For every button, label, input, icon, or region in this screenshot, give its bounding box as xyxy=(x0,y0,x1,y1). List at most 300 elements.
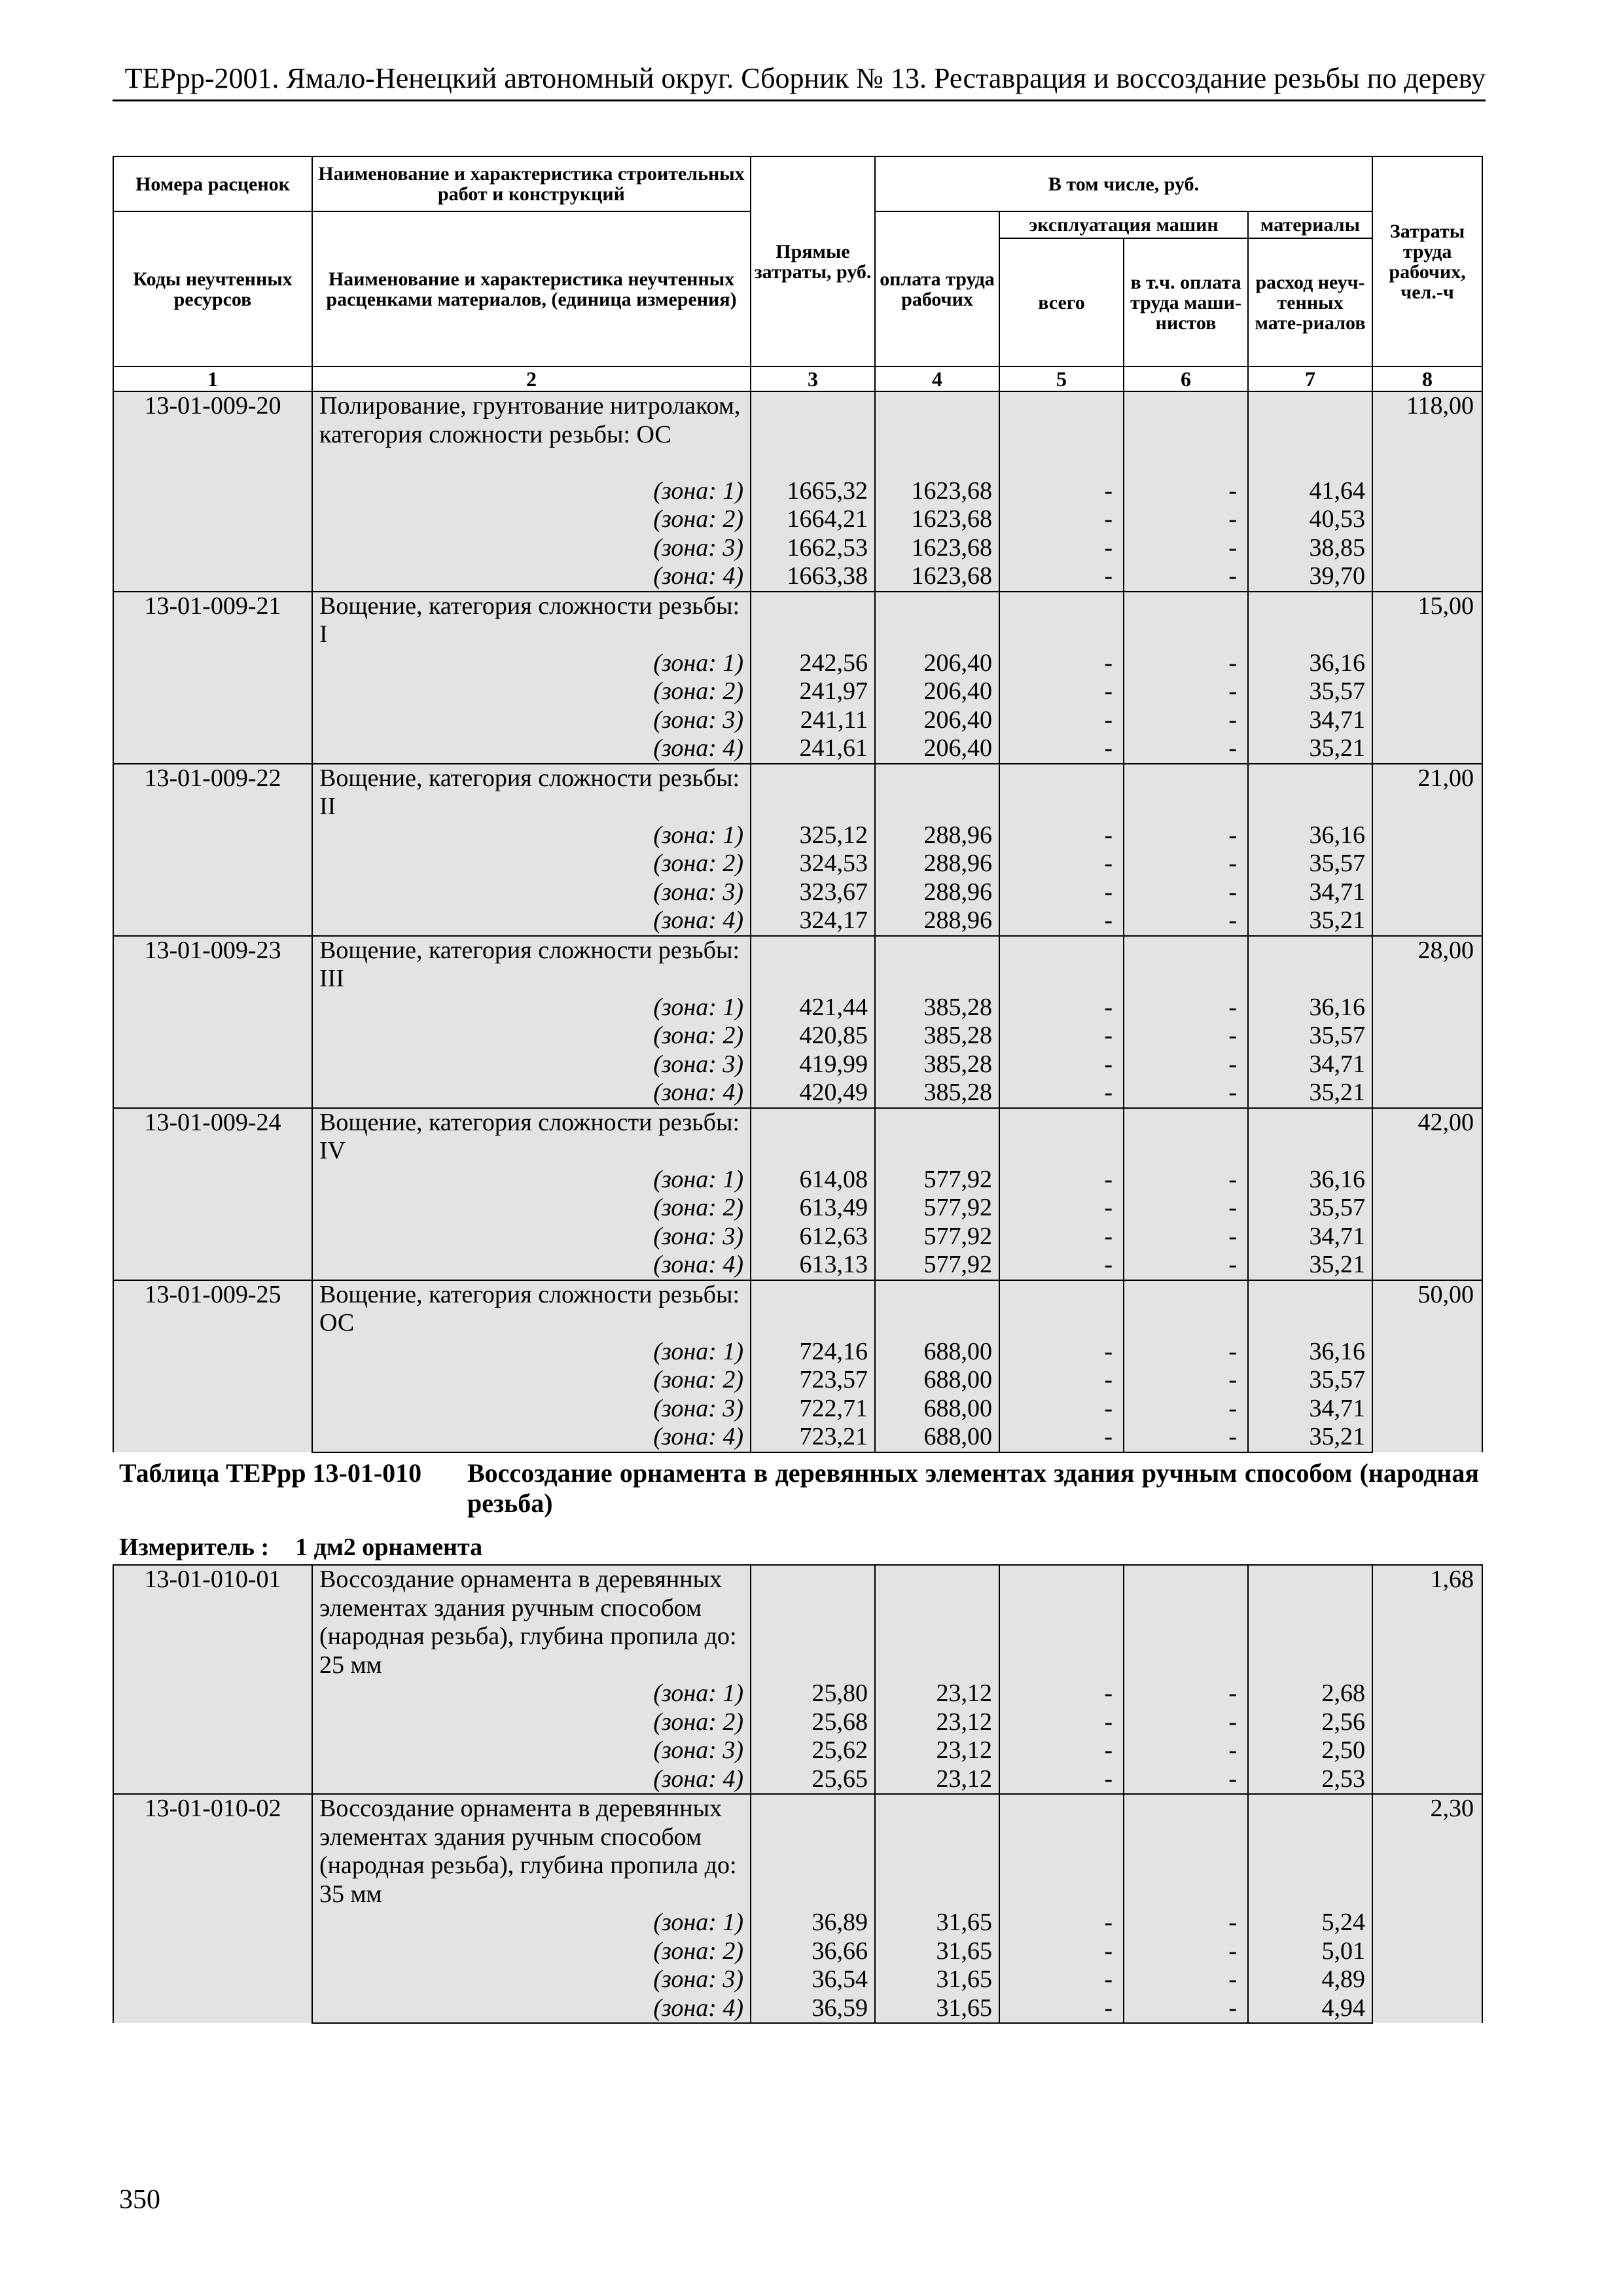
zone-label: (зона: 1) xyxy=(312,994,751,1022)
rate-header-row xyxy=(113,1565,1482,1679)
column-number: 7 xyxy=(1248,367,1372,391)
direct-costs: 1665,32 xyxy=(751,477,875,506)
empty-cell xyxy=(751,936,875,994)
zone-label: (зона: 3) xyxy=(312,1965,751,1994)
machinist-wages: - xyxy=(1124,1423,1248,1452)
labor-costs: 15,00 xyxy=(1372,592,1482,764)
measurement-unit xyxy=(119,1533,482,1562)
zone-row xyxy=(113,1079,1482,1108)
machinist-wages: - xyxy=(1124,505,1248,534)
materials-cost: 34,71 xyxy=(1248,1223,1372,1251)
rate-code: 13-01-009-20 xyxy=(113,391,312,592)
zone-row xyxy=(113,477,1482,506)
table-number: Таблица ТЕРрр 13-01-010 xyxy=(119,1458,422,1488)
worker-wages: 23,12 xyxy=(875,1708,999,1737)
machinist-wages: - xyxy=(1124,1965,1248,1994)
worker-wages: 688,00 xyxy=(875,1395,999,1424)
zone-label: (зона: 1) xyxy=(312,477,751,506)
direct-costs: 36,66 xyxy=(751,1937,875,1966)
meter-value: 1 дм2 орнамента xyxy=(295,1534,483,1561)
rate-group xyxy=(113,936,1482,1108)
header-including: В том числе, руб. xyxy=(875,156,1372,211)
worker-wages: 1623,68 xyxy=(875,505,999,534)
machinist-wages: - xyxy=(1124,1909,1248,1937)
machines-total: - xyxy=(999,1050,1124,1079)
empty-cell xyxy=(875,592,999,649)
meter-label: Измеритель : xyxy=(119,1534,270,1561)
materials-cost: 39,70 xyxy=(1248,562,1372,592)
materials-cost: 5,01 xyxy=(1248,1937,1372,1966)
rate-group xyxy=(113,1280,1482,1452)
materials-cost: 4,89 xyxy=(1248,1965,1372,1994)
machines-total: - xyxy=(999,649,1124,678)
zone-row xyxy=(113,1965,1482,1994)
direct-costs: 242,56 xyxy=(751,649,875,678)
machines-total: - xyxy=(999,1937,1124,1966)
worker-wages: 23,12 xyxy=(875,1736,999,1765)
rate-name: Вощение, категория сложности резьбы: IV xyxy=(312,1108,751,1166)
empty-cell xyxy=(875,1108,999,1166)
empty-cell xyxy=(1124,764,1248,821)
materials-cost: 35,57 xyxy=(1248,1366,1372,1395)
column-number: 6 xyxy=(1124,367,1248,391)
empty-cell xyxy=(999,1280,1124,1338)
zone-row xyxy=(113,1194,1482,1223)
zone-label: (зона: 2) xyxy=(312,505,751,534)
worker-wages: 31,65 xyxy=(875,1909,999,1937)
column-number: 1 xyxy=(113,367,312,391)
rate-header-row xyxy=(113,391,1482,477)
table-name: Воссоздание орнамента в деревянных элементах здания ручным способом (народная резьба) xyxy=(467,1458,1479,1518)
empty-cell xyxy=(1124,1108,1248,1166)
empty-cell xyxy=(999,391,1124,477)
labor-costs: 42,00 xyxy=(1372,1108,1482,1280)
zone-row xyxy=(113,1765,1482,1795)
materials-cost: 2,56 xyxy=(1248,1708,1372,1737)
direct-costs: 241,11 xyxy=(751,706,875,735)
table-header xyxy=(113,156,1482,391)
empty-cell xyxy=(1248,1280,1372,1338)
empty-cell xyxy=(999,1794,1124,1909)
materials-cost: 41,64 xyxy=(1248,477,1372,506)
materials-cost: 35,21 xyxy=(1248,906,1372,936)
machines-total: - xyxy=(999,1909,1124,1937)
direct-costs: 724,16 xyxy=(751,1338,875,1367)
empty-cell xyxy=(1248,936,1372,994)
machines-total: - xyxy=(999,994,1124,1022)
machines-total: - xyxy=(999,850,1124,878)
worker-wages: 23,12 xyxy=(875,1679,999,1708)
zone-label: (зона: 2) xyxy=(312,1022,751,1050)
machines-total: - xyxy=(999,1736,1124,1765)
materials-cost: 35,57 xyxy=(1248,850,1372,878)
machines-total: - xyxy=(999,1679,1124,1708)
header-worker-wages: оплата труда рабочих xyxy=(875,211,999,367)
empty-cell xyxy=(751,391,875,477)
machines-total: - xyxy=(999,878,1124,907)
machines-total: - xyxy=(999,1366,1124,1395)
column-number: 2 xyxy=(312,367,751,391)
machines-total: - xyxy=(999,1765,1124,1795)
rate-header-row xyxy=(113,1280,1482,1338)
empty-cell xyxy=(999,1108,1124,1166)
zone-row xyxy=(113,1708,1482,1737)
machinist-wages: - xyxy=(1124,821,1248,850)
worker-wages: 385,28 xyxy=(875,1050,999,1079)
worker-wages: 577,92 xyxy=(875,1194,999,1223)
direct-costs: 25,80 xyxy=(751,1679,875,1708)
worker-wages: 288,96 xyxy=(875,821,999,850)
rate-code: 13-01-009-22 xyxy=(113,764,312,936)
worker-wages: 288,96 xyxy=(875,906,999,936)
rate-name: Вощение, категория сложности резьбы: ОС xyxy=(312,1280,751,1338)
labor-costs: 50,00 xyxy=(1372,1280,1482,1452)
empty-cell xyxy=(875,1280,999,1338)
machinist-wages: - xyxy=(1124,734,1248,764)
worker-wages: 23,12 xyxy=(875,1765,999,1795)
zone-row xyxy=(113,1395,1482,1424)
zone-label: (зона: 4) xyxy=(312,734,751,764)
empty-cell xyxy=(875,764,999,821)
empty-cell xyxy=(751,592,875,649)
direct-costs: 613,13 xyxy=(751,1251,875,1280)
zone-row xyxy=(113,850,1482,878)
zone-row xyxy=(113,534,1482,563)
zone-label: (зона: 3) xyxy=(312,1223,751,1251)
machinist-wages: - xyxy=(1124,1708,1248,1737)
materials-cost: 36,16 xyxy=(1248,649,1372,678)
worker-wages: 385,28 xyxy=(875,994,999,1022)
zone-label: (зона: 2) xyxy=(312,1194,751,1223)
zone-row xyxy=(113,1251,1482,1280)
worker-wages: 688,00 xyxy=(875,1423,999,1452)
zone-label: (зона: 1) xyxy=(312,1338,751,1367)
rate-group xyxy=(113,592,1482,764)
materials-cost: 36,16 xyxy=(1248,821,1372,850)
rate-name: Вощение, категория сложности резьбы: III xyxy=(312,936,751,994)
materials-cost: 36,16 xyxy=(1248,1166,1372,1194)
rate-group xyxy=(113,391,1482,592)
empty-cell xyxy=(1248,1794,1372,1909)
labor-costs: 2,30 xyxy=(1372,1794,1482,2023)
empty-cell xyxy=(999,592,1124,649)
rates-table-010 xyxy=(113,1564,1483,2024)
empty-cell xyxy=(1248,391,1372,477)
machines-total: - xyxy=(999,821,1124,850)
header-rate-numbers: Номера расценок xyxy=(113,156,312,211)
worker-wages: 206,40 xyxy=(875,649,999,678)
zone-label: (зона: 2) xyxy=(312,677,751,706)
machines-total: - xyxy=(999,1166,1124,1194)
rate-group xyxy=(113,1108,1482,1280)
zone-label: (зона: 1) xyxy=(312,1166,751,1194)
rate-header-row xyxy=(113,936,1482,994)
empty-cell xyxy=(1124,1794,1248,1909)
machinist-wages: - xyxy=(1124,677,1248,706)
machinist-wages: - xyxy=(1124,706,1248,735)
header-unaccounted-materials: расход неуч-тенных мате-риалов xyxy=(1248,238,1372,367)
rate-name: Вощение, категория сложности резьбы: II xyxy=(312,764,751,821)
header-direct-costs: Прямые затраты, руб. xyxy=(751,156,875,367)
zone-label: (зона: 2) xyxy=(312,1937,751,1966)
direct-costs: 1664,21 xyxy=(751,505,875,534)
zone-row xyxy=(113,1366,1482,1395)
direct-costs: 1663,38 xyxy=(751,562,875,592)
zone-label: (зона: 2) xyxy=(312,850,751,878)
rate-code: 13-01-009-23 xyxy=(113,936,312,1108)
machines-total: - xyxy=(999,1395,1124,1424)
direct-costs: 25,62 xyxy=(751,1736,875,1765)
worker-wages: 385,28 xyxy=(875,1079,999,1108)
machines-total: - xyxy=(999,1223,1124,1251)
machinist-wages: - xyxy=(1124,1765,1248,1795)
zone-label: (зона: 3) xyxy=(312,534,751,563)
direct-costs: 1662,53 xyxy=(751,534,875,563)
materials-cost: 34,71 xyxy=(1248,1395,1372,1424)
labor-costs: 28,00 xyxy=(1372,936,1482,1108)
rate-code: 13-01-009-24 xyxy=(113,1108,312,1280)
column-number: 8 xyxy=(1372,367,1482,391)
header-machines: эксплуатация машин xyxy=(999,211,1248,238)
machinist-wages: - xyxy=(1124,1022,1248,1050)
direct-costs: 722,71 xyxy=(751,1395,875,1424)
direct-costs: 325,12 xyxy=(751,821,875,850)
worker-wages: 31,65 xyxy=(875,1965,999,1994)
zone-label: (зона: 4) xyxy=(312,1423,751,1452)
machinist-wages: - xyxy=(1124,1338,1248,1367)
zone-label: (зона: 4) xyxy=(312,1251,751,1280)
zone-row xyxy=(113,1679,1482,1708)
empty-cell xyxy=(1248,592,1372,649)
zone-row xyxy=(113,1937,1482,1966)
machines-total: - xyxy=(999,562,1124,592)
direct-costs: 420,85 xyxy=(751,1022,875,1050)
materials-cost: 2,68 xyxy=(1248,1679,1372,1708)
worker-wages: 577,92 xyxy=(875,1251,999,1280)
machinist-wages: - xyxy=(1124,562,1248,592)
materials-cost: 34,71 xyxy=(1248,1050,1372,1079)
materials-cost: 36,16 xyxy=(1248,1338,1372,1367)
rate-header-row xyxy=(113,764,1482,821)
header-labor-costs: Затраты труда рабочих, чел.-ч xyxy=(1372,156,1482,367)
zone-row xyxy=(113,878,1482,907)
empty-cell xyxy=(751,1280,875,1338)
header-materials: материалы xyxy=(1248,211,1372,238)
header-material-name: Наименование и характеристика неучтенных расценками материалов, (единица измерения) xyxy=(312,211,751,367)
machinist-wages: - xyxy=(1124,649,1248,678)
zone-label: (зона: 3) xyxy=(312,1395,751,1424)
worker-wages: 577,92 xyxy=(875,1223,999,1251)
direct-costs: 419,99 xyxy=(751,1050,875,1079)
empty-cell xyxy=(751,1565,875,1679)
header-resource-codes: Коды неучтенных ресурсов xyxy=(113,211,312,367)
zone-row xyxy=(113,706,1482,735)
running-header: ТЕРрр-2001. Ямало-Ненецкий автономный округ. Сборник № 13. Реставрация и воссоздание резьбы по дереву xyxy=(113,60,1486,101)
direct-costs: 613,49 xyxy=(751,1194,875,1223)
empty-cell xyxy=(999,764,1124,821)
machinist-wages: - xyxy=(1124,1050,1248,1079)
materials-cost: 34,71 xyxy=(1248,706,1372,735)
rate-code: 13-01-009-21 xyxy=(113,592,312,764)
zone-row xyxy=(113,1166,1482,1194)
zone-label: (зона: 4) xyxy=(312,906,751,936)
zone-row xyxy=(113,1022,1482,1050)
empty-cell xyxy=(1124,1280,1248,1338)
labor-costs: 21,00 xyxy=(1372,764,1482,936)
machines-total: - xyxy=(999,1338,1124,1367)
machines-total: - xyxy=(999,677,1124,706)
machinist-wages: - xyxy=(1124,1166,1248,1194)
zone-label: (зона: 2) xyxy=(312,1366,751,1395)
machines-total: - xyxy=(999,706,1124,735)
materials-cost: 35,57 xyxy=(1248,1022,1372,1050)
rate-name: Воссоздание орнамента в деревянных элементах здания ручным способом (народная резьба), глубина пропила до: 35 мм xyxy=(312,1794,751,1909)
materials-cost: 40,53 xyxy=(1248,505,1372,534)
zone-label: (зона: 1) xyxy=(312,649,751,678)
machines-total: - xyxy=(999,1079,1124,1108)
worker-wages: 688,00 xyxy=(875,1366,999,1395)
worker-wages: 31,65 xyxy=(875,1994,999,2024)
direct-costs: 612,63 xyxy=(751,1223,875,1251)
labor-costs: 1,68 xyxy=(1372,1565,1482,1794)
machines-total: - xyxy=(999,1965,1124,1994)
machinist-wages: - xyxy=(1124,534,1248,563)
materials-cost: 2,53 xyxy=(1248,1765,1372,1795)
materials-cost: 35,21 xyxy=(1248,1079,1372,1108)
materials-cost: 35,21 xyxy=(1248,1423,1372,1452)
page-number: 350 xyxy=(119,2185,160,2215)
machines-total: - xyxy=(999,534,1124,563)
rate-code: 13-01-009-25 xyxy=(113,1280,312,1452)
worker-wages: 688,00 xyxy=(875,1338,999,1367)
column-number: 3 xyxy=(751,367,875,391)
machinist-wages: - xyxy=(1124,878,1248,907)
empty-cell xyxy=(875,391,999,477)
materials-cost: 5,24 xyxy=(1248,1909,1372,1937)
zone-label: (зона: 1) xyxy=(312,821,751,850)
direct-costs: 241,61 xyxy=(751,734,875,764)
rate-name: Вощение, категория сложности резьбы: I xyxy=(312,592,751,649)
rate-header-row xyxy=(113,1794,1482,1909)
zone-label: (зона: 1) xyxy=(312,1679,751,1708)
materials-cost: 34,71 xyxy=(1248,878,1372,907)
worker-wages: 206,40 xyxy=(875,734,999,764)
machinist-wages: - xyxy=(1124,1736,1248,1765)
machines-total: - xyxy=(999,1022,1124,1050)
materials-cost: 35,57 xyxy=(1248,1194,1372,1223)
worker-wages: 577,92 xyxy=(875,1166,999,1194)
zone-row xyxy=(113,1338,1482,1367)
machines-total: - xyxy=(999,734,1124,764)
machinist-wages: - xyxy=(1124,1937,1248,1966)
worker-wages: 1623,68 xyxy=(875,534,999,563)
rate-group xyxy=(113,1794,1482,2023)
column-number: 4 xyxy=(875,367,999,391)
header-machines-total: всего xyxy=(999,238,1124,367)
worker-wages: 288,96 xyxy=(875,878,999,907)
zone-row xyxy=(113,1736,1482,1765)
direct-costs: 723,57 xyxy=(751,1366,875,1395)
zone-row xyxy=(113,1994,1482,2024)
zone-row xyxy=(113,562,1482,592)
zone-row xyxy=(113,649,1482,678)
machines-total: - xyxy=(999,1423,1124,1452)
worker-wages: 385,28 xyxy=(875,1022,999,1050)
zone-label: (зона: 2) xyxy=(312,1708,751,1737)
zone-label: (зона: 4) xyxy=(312,562,751,592)
direct-costs: 36,89 xyxy=(751,1909,875,1937)
empty-cell xyxy=(1124,1565,1248,1679)
empty-cell xyxy=(1248,1565,1372,1679)
zone-row xyxy=(113,677,1482,706)
empty-cell xyxy=(1124,936,1248,994)
machinist-wages: - xyxy=(1124,1079,1248,1108)
empty-cell xyxy=(751,1108,875,1166)
rate-code: 13-01-010-02 xyxy=(113,1794,312,2023)
labor-costs: 118,00 xyxy=(1372,391,1482,592)
rate-header-row xyxy=(113,592,1482,649)
machines-total: - xyxy=(999,505,1124,534)
direct-costs: 36,54 xyxy=(751,1965,875,1994)
worker-wages: 31,65 xyxy=(875,1937,999,1966)
direct-costs: 36,59 xyxy=(751,1994,875,2024)
empty-cell xyxy=(751,1794,875,1909)
zone-label: (зона: 1) xyxy=(312,1909,751,1937)
materials-cost: 35,21 xyxy=(1248,734,1372,764)
column-numbers-row xyxy=(113,367,1482,391)
zone-row xyxy=(113,1223,1482,1251)
zone-label: (зона: 4) xyxy=(312,1994,751,2024)
zone-row xyxy=(113,1423,1482,1452)
worker-wages: 1623,68 xyxy=(875,477,999,506)
direct-costs: 324,17 xyxy=(751,906,875,936)
machinist-wages: - xyxy=(1124,994,1248,1022)
direct-costs: 241,97 xyxy=(751,677,875,706)
empty-cell xyxy=(1124,391,1248,477)
rate-name: Полирование, грунтование нитролаком, категория сложности резьбы: ОС xyxy=(312,391,751,477)
worker-wages: 206,40 xyxy=(875,706,999,735)
machinist-wages: - xyxy=(1124,850,1248,878)
machinist-wages: - xyxy=(1124,1251,1248,1280)
zone-label: (зона: 4) xyxy=(312,1079,751,1108)
empty-cell xyxy=(751,764,875,821)
zone-row xyxy=(113,734,1482,764)
materials-cost: 35,57 xyxy=(1248,677,1372,706)
machines-total: - xyxy=(999,1994,1124,2024)
direct-costs: 25,65 xyxy=(751,1765,875,1795)
zone-row xyxy=(113,505,1482,534)
table-title xyxy=(119,1458,1479,1518)
direct-costs: 25,68 xyxy=(751,1708,875,1737)
machinist-wages: - xyxy=(1124,1194,1248,1223)
machinist-wages: - xyxy=(1124,906,1248,936)
zone-row xyxy=(113,821,1482,850)
zone-row xyxy=(113,994,1482,1022)
rate-group xyxy=(113,764,1482,936)
header-machinist-wages: в т.ч. оплата труда маши-нистов xyxy=(1124,238,1248,367)
empty-cell xyxy=(875,936,999,994)
machines-total: - xyxy=(999,477,1124,506)
worker-wages: 206,40 xyxy=(875,677,999,706)
rates-table-009 xyxy=(113,156,1483,1453)
zone-row xyxy=(113,906,1482,936)
rate-code: 13-01-010-01 xyxy=(113,1565,312,1794)
empty-cell xyxy=(999,1565,1124,1679)
materials-cost: 36,16 xyxy=(1248,994,1372,1022)
machinist-wages: - xyxy=(1124,1395,1248,1424)
worker-wages: 288,96 xyxy=(875,850,999,878)
machines-total: - xyxy=(999,1194,1124,1223)
